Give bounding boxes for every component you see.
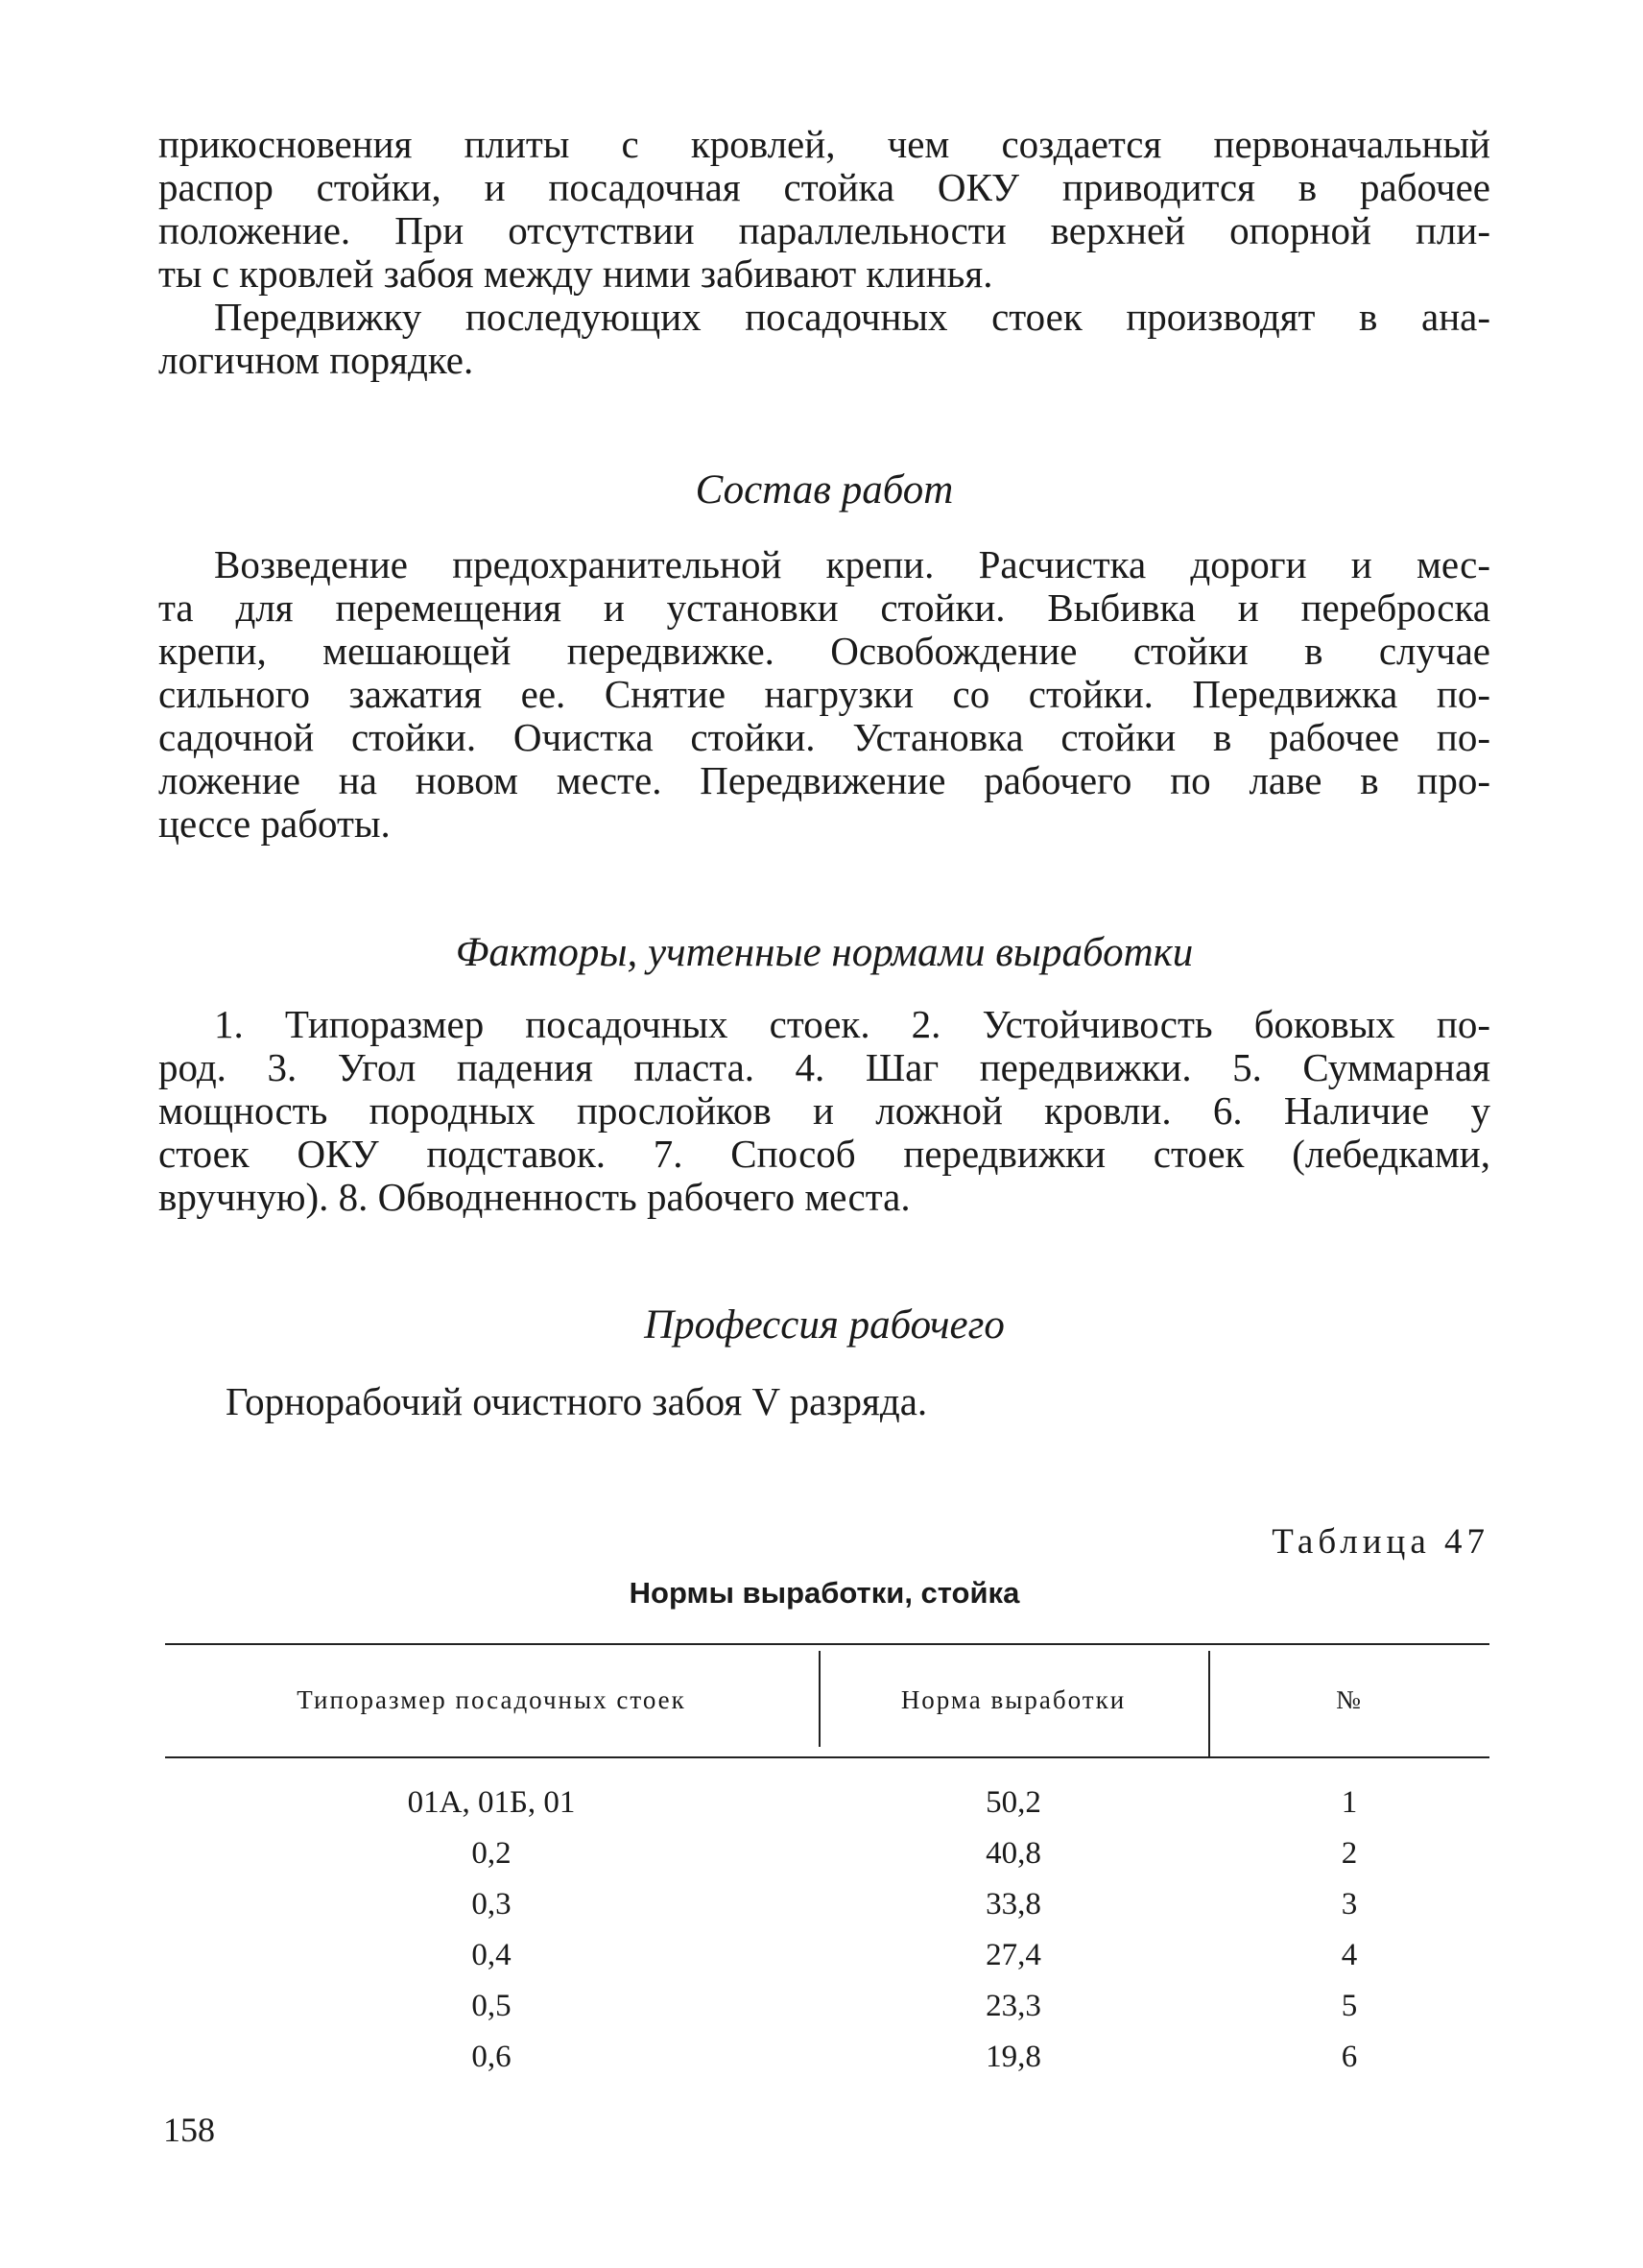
table-row [165,1828,1489,1879]
cell-number: 4 [1341,1938,1358,1972]
cell-size: 0,3 [471,1887,512,1922]
text-line: Возведение предохранительной крепи. Расчистка дороги и мес- [214,542,1490,586]
text-line: садочной стойки. Очистка стойки. Установка стойки в рабочее по- [158,715,1490,759]
cell-number: 6 [1341,2040,1358,2074]
text-line: Горнорабочий очистного забоя V разряда. [226,1379,928,1423]
cell-size: 0,6 [471,2040,512,2074]
cell-size: 0,2 [471,1836,512,1871]
text-line: прикосновения плиты с кровлей, чем создается первоначальный [158,122,1490,166]
table-row [165,2032,1489,2083]
cell-norm: 40,8 [986,1836,1041,1871]
cell-number: 2 [1341,1836,1358,1871]
text-line: логичном порядке. [158,338,474,382]
text-line: 1. Типоразмер посадочных стоек. 2. Устойчивость боковых по- [214,1002,1490,1046]
table-header-rule [165,1756,1489,1758]
move-paragraph [158,296,1490,382]
cell-norm: 50,2 [986,1785,1041,1820]
text-line: распор стойки, и посадочная стойка ОКУ приводится в рабочее [158,165,1490,209]
section-heading-factors: Факторы, учтенные нормами выработки [455,930,1194,975]
cell-norm: 33,8 [986,1887,1041,1922]
table-row [165,1930,1489,1981]
text-line: Передвижку последующих посадочных стоек производят в ана- [214,295,1490,339]
text-line: цессе работы. [158,801,391,846]
cell-number: 5 [1341,1989,1358,2023]
work-composition-paragraph [158,543,1490,846]
section-heading-profession: Профессия рабочего [644,1302,1005,1348]
text-line: ложение на новом месте. Передвижение рабочего по лаве в про- [158,758,1490,802]
cell-norm: 27,4 [986,1938,1041,1972]
table-row [165,1778,1489,1828]
text-line: крепи, мешающей передвижке. Освобождение стойки в случае [158,629,1490,673]
intro-paragraph [158,123,1490,296]
cell-norm: 23,3 [986,1989,1041,2023]
cell-size: 0,5 [471,1989,512,2023]
section-heading-work-composition: Состав работ [695,467,954,513]
text-line: стоек ОКУ подставок. 7. Способ передвижки стоек (лебедками, [158,1132,1490,1176]
table-row [165,1981,1489,2032]
text-line: сильного зажатия ее. Снятие нагрузки со стойки. Передвижка по- [158,672,1490,716]
page-number: 158 [163,2111,215,2149]
text-line: мощность породных прослойков и ложной кровли. 6. Наличие у [158,1088,1490,1133]
column-header: Типоразмер посадочных стоек [297,1684,686,1714]
factors-paragraph [158,1003,1490,1219]
table-title: Нормы выработки, стойка [629,1576,1020,1610]
text-line: род. 3. Угол падения пласта. 4. Шаг передвижки. 5. Суммарная [158,1045,1490,1089]
text-line: положение. При отсутствии параллельности верхней опорной пли- [158,208,1490,252]
cell-size: 0,4 [471,1938,512,1972]
text-line: вручную). 8. Обводненность рабочего места. [158,1175,911,1219]
table-label: Таблица 47 [1272,1522,1489,1562]
table-row [165,1879,1489,1930]
cell-norm: 19,8 [986,2040,1041,2074]
text-line: та для перемещения и установки стойки. Выбивка и переброска [158,585,1490,630]
column-header: Норма выработки [900,1684,1127,1714]
profession-paragraph [158,1380,1490,1423]
column-header: № [1336,1684,1363,1714]
text-line: ты с кровлей забоя между ними забивают клинья. [158,251,993,296]
cell-size: 01А, 01Б, 01 [407,1785,576,1820]
cell-number: 1 [1341,1785,1358,1820]
cell-number: 3 [1341,1887,1358,1922]
